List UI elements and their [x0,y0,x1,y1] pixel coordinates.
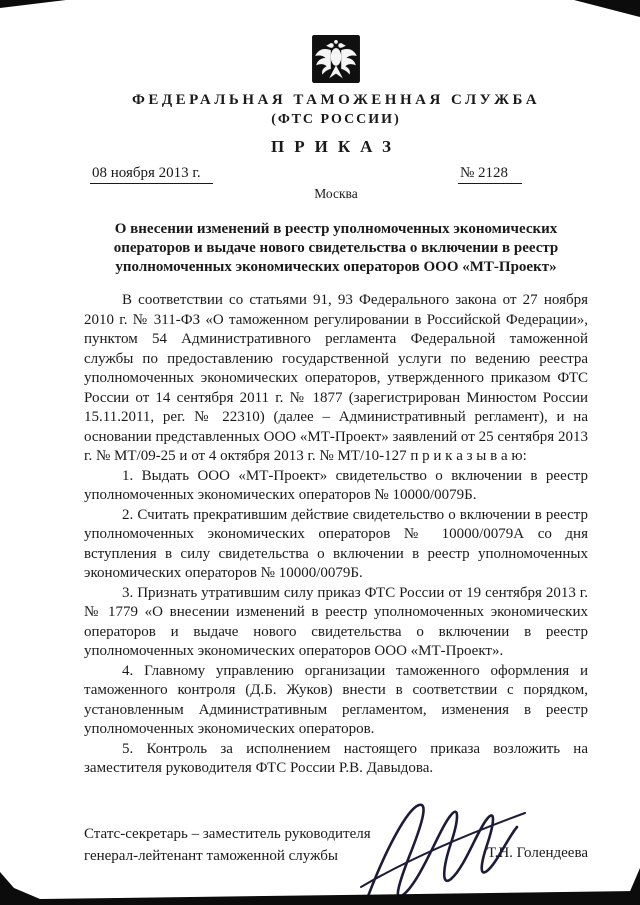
signature-block [84,823,588,905]
paragraph-item-3: 3. Признать утратившим силу приказ ФТС России от 19 сентября 2013 г. № 1779 «О внесении изменений в реестр уполномоченных экономических операторов и выдаче нового свидетельства о включении в реестр уполномоченных экономических операторов ООО «МТ-Проект». [84,584,588,659]
signatory-post-line1: Статс-секретарь – заместитель руководителя [84,825,371,842]
org-name: ФЕДЕРАЛЬНАЯ ТАМОЖЕННАЯ СЛУЖБА [131,92,541,108]
document-date: 08 ноября 2013 г. [90,165,213,184]
signatory-post-line2: генерал-лейтенант таможенной службы [84,847,338,864]
coat-of-arms-icon [311,34,361,84]
document-title: О внесении изменений в реестр уполномоченных экономических операторов и выдаче нового свидетельства о включении в реестр уполномоченных экономических операторов ООО «МТ-Проект» [113,221,559,275]
document-number: № 2128 [458,165,522,184]
document-city: Москва [314,186,358,201]
paragraph-item-1: 1. Выдать ООО «МТ-Проект» свидетельство о включении в реестр уполномоченных экономических операторов № 10000/0079Б. [84,467,588,503]
document-meta-row [84,165,588,184]
paragraph-item-4: 4. Главному управлению организации таможенного оформления и таможенного контроля (Д.Б. Жуков) внести в соответствии с порядком, установленным Административным регламентом, изменения в реестр уполномоченных экономических операторов. [84,662,588,737]
paragraph-preamble: В соответствии со статьями 91, 93 Федерального закона от 27 ноября 2010 г. № 311-ФЗ «О таможенном регулировании в Российской Федерации», пунктом 54 Административного регламента Федеральной таможенной службы по предоставлению государственной услуги по ведению реестра уполномоченных экономических операторов, утвержденного приказом ФТС России от 14 сентября 2011 г. № 1877 (зарегистрирован Минюстом России 15.11.2011, рег. № 22310) (далее – Административный регламент), и на основании представленных ООО «МТ-Проект» заявлений от 25 сентября 2013 г. № МТ/09-25 и от 4 октября 2013 г. № МТ/10-127 п р и к а з ы в а ю: [84,292,588,464]
signatory-name: Т.Н. Голендеева [486,844,588,861]
paragraph-item-2: 2. Считать прекратившим действие свидетельство о включении в реестр уполномоченных экономических операторов № 10000/0079А со дня вступления в силу свидетельства о включении в реестр уполномоченных экономических операторов № 10000/0079Б. [84,506,588,581]
paragraph-item-5: 5. Контроль за исполнением настоящего приказа возложить на заместителя руководителя ФТС России Р.В. Давыдова. [84,740,588,776]
org-abbreviation: (ФТС РОССИИ) [271,112,401,127]
document-body [84,291,588,779]
document-type-heading: ПРИКАЗ [271,137,401,156]
